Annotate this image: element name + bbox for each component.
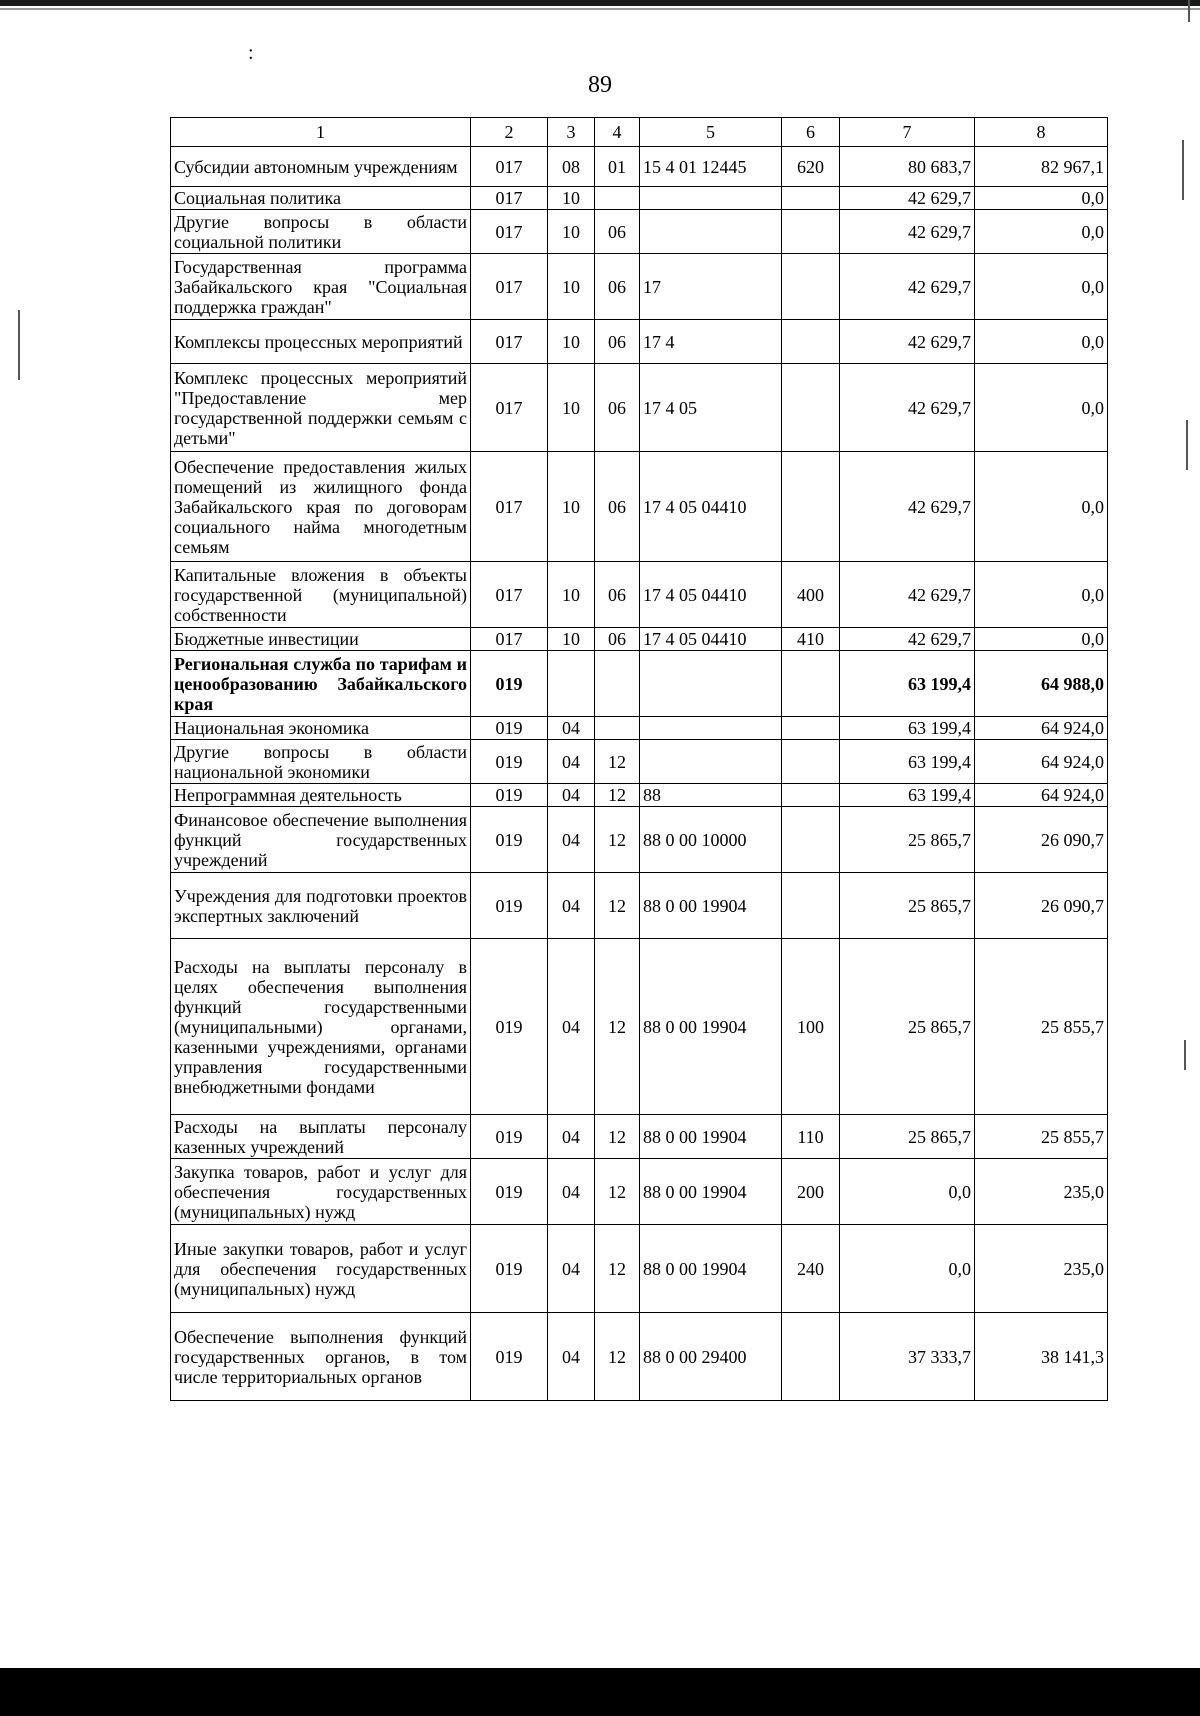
amount-year2-cell: 0,0: [975, 562, 1108, 628]
subsection-code-cell: 06: [595, 254, 640, 320]
subsection-code-cell: 06: [595, 364, 640, 452]
target-article-cell: 88 0 00 19904: [640, 939, 782, 1115]
target-article-cell: [640, 651, 782, 717]
section-code-cell: 04: [548, 1159, 595, 1225]
amount-year2-cell: 64 924,0: [975, 717, 1108, 740]
table-header-row: [171, 118, 1108, 147]
amount-year1-cell: 42 629,7: [840, 452, 975, 562]
subsection-code-cell: 12: [595, 1225, 640, 1313]
column-header: 8: [975, 118, 1108, 147]
subsection-code-cell: 06: [595, 452, 640, 562]
admin-code-cell: 019: [471, 1115, 548, 1159]
expense-type-cell: [782, 784, 840, 807]
admin-code-cell: 019: [471, 1225, 548, 1313]
admin-code-cell: 019: [471, 939, 548, 1115]
subsection-code-cell: [595, 717, 640, 740]
row-name-cell: Социальная политика: [171, 187, 471, 210]
expense-type-cell: [782, 873, 840, 939]
column-header: 6: [782, 118, 840, 147]
table-row: [171, 1159, 1108, 1225]
section-code-cell: 04: [548, 1313, 595, 1401]
target-article-cell: [640, 187, 782, 210]
column-header: 2: [471, 118, 548, 147]
section-code-cell: 10: [548, 187, 595, 210]
admin-code-cell: 019: [471, 740, 548, 784]
target-article-cell: 17 4 05 04410: [640, 628, 782, 651]
margin-mark: :: [248, 42, 254, 64]
table-row: [171, 1115, 1108, 1159]
section-code-cell: 04: [548, 740, 595, 784]
table-row: [171, 187, 1108, 210]
amount-year1-cell: 42 629,7: [840, 628, 975, 651]
table-row: [171, 562, 1108, 628]
target-article-cell: 17 4: [640, 320, 782, 364]
section-code-cell: 04: [548, 939, 595, 1115]
scan-edge-mark: [1188, 0, 1190, 22]
section-code-cell: 10: [548, 562, 595, 628]
amount-year2-cell: 25 855,7: [975, 1115, 1108, 1159]
section-code-cell: [548, 651, 595, 717]
amount-year2-cell: 0,0: [975, 254, 1108, 320]
admin-code-cell: 017: [471, 562, 548, 628]
amount-year2-cell: 26 090,7: [975, 873, 1108, 939]
amount-year1-cell: 42 629,7: [840, 254, 975, 320]
amount-year1-cell: 42 629,7: [840, 562, 975, 628]
admin-code-cell: 019: [471, 1159, 548, 1225]
amount-year1-cell: 63 199,4: [840, 717, 975, 740]
target-article-cell: 88 0 00 29400: [640, 1313, 782, 1401]
table-row: [171, 628, 1108, 651]
table-row: [171, 873, 1108, 939]
section-code-cell: 10: [548, 254, 595, 320]
target-article-cell: 15 4 01 12445: [640, 147, 782, 187]
admin-code-cell: 019: [471, 651, 548, 717]
row-name-cell: Обеспечение выполнения функций государственных органов, в том числе территориальных органов: [171, 1313, 471, 1401]
target-article-cell: 17 4 05: [640, 364, 782, 452]
amount-year2-cell: 26 090,7: [975, 807, 1108, 873]
row-name-cell: Другие вопросы в области национальной экономики: [171, 740, 471, 784]
section-code-cell: 10: [548, 210, 595, 254]
scan-edge-mark: [18, 310, 20, 380]
subsection-code-cell: 12: [595, 807, 640, 873]
subsection-code-cell: [595, 187, 640, 210]
subsection-code-cell: 06: [595, 320, 640, 364]
admin-code-cell: 017: [471, 452, 548, 562]
section-code-cell: 04: [548, 784, 595, 807]
target-article-cell: 88 0 00 19904: [640, 1115, 782, 1159]
section-code-cell: 04: [548, 1225, 595, 1313]
target-article-cell: 88 0 00 19904: [640, 1225, 782, 1313]
section-code-cell: 04: [548, 1115, 595, 1159]
table-row: [171, 364, 1108, 452]
amount-year2-cell: 82 967,1: [975, 147, 1108, 187]
scan-edge-mark: [1182, 140, 1184, 200]
amount-year1-cell: 63 199,4: [840, 651, 975, 717]
subsection-code-cell: 12: [595, 939, 640, 1115]
row-name-cell: Обеспечение предоставления жилых помещений из жилищного фонда Забайкальского края по договорам социального найма многодетным семьям: [171, 452, 471, 562]
amount-year2-cell: 235,0: [975, 1159, 1108, 1225]
expense-type-cell: [782, 807, 840, 873]
amount-year2-cell: 64 924,0: [975, 784, 1108, 807]
amount-year2-cell: 0,0: [975, 320, 1108, 364]
expense-type-cell: [782, 452, 840, 562]
expense-type-cell: [782, 254, 840, 320]
row-name-cell: Непрограммная деятельность: [171, 784, 471, 807]
admin-code-cell: 017: [471, 147, 548, 187]
target-article-cell: [640, 210, 782, 254]
admin-code-cell: 017: [471, 364, 548, 452]
subsection-code-cell: 12: [595, 1159, 640, 1225]
table-row: [171, 320, 1108, 364]
amount-year2-cell: 0,0: [975, 628, 1108, 651]
section-code-cell: 10: [548, 452, 595, 562]
row-name-cell: Расходы на выплаты персоналу в целях обеспечения выполнения функций государственными (муниципальными) органами, казенными учреждениями, органами управления государственными внебюджетными фондами: [171, 939, 471, 1115]
section-code-cell: 04: [548, 717, 595, 740]
row-name-cell: Учреждения для подготовки проектов экспертных заключений: [171, 873, 471, 939]
target-article-cell: 17 4 05 04410: [640, 452, 782, 562]
section-code-cell: 04: [548, 807, 595, 873]
row-name-cell: Иные закупки товаров, работ и услуг для обеспечения государственных (муниципальных) нужд: [171, 1225, 471, 1313]
amount-year2-cell: 64 988,0: [975, 651, 1108, 717]
expense-type-cell: 410: [782, 628, 840, 651]
row-name-cell: Закупка товаров, работ и услуг для обеспечения государственных (муниципальных) нужд: [171, 1159, 471, 1225]
column-header: 4: [595, 118, 640, 147]
admin-code-cell: 019: [471, 784, 548, 807]
admin-code-cell: 017: [471, 254, 548, 320]
subsection-code-cell: 12: [595, 873, 640, 939]
subsection-code-cell: 12: [595, 1115, 640, 1159]
subsection-code-cell: [595, 651, 640, 717]
amount-year1-cell: 42 629,7: [840, 210, 975, 254]
amount-year2-cell: 0,0: [975, 187, 1108, 210]
section-code-cell: 10: [548, 628, 595, 651]
row-name-cell: Финансовое обеспечение выполнения функций государственных учреждений: [171, 807, 471, 873]
expense-type-cell: 100: [782, 939, 840, 1115]
row-name-cell: Расходы на выплаты персоналу казенных учреждений: [171, 1115, 471, 1159]
expense-type-cell: [782, 651, 840, 717]
section-code-cell: 04: [548, 873, 595, 939]
table-row: [171, 717, 1108, 740]
table-row: [171, 210, 1108, 254]
row-name-cell: Государственная программа Забайкальского края "Социальная поддержка граждан": [171, 254, 471, 320]
amount-year1-cell: 25 865,7: [840, 807, 975, 873]
expense-type-cell: [782, 187, 840, 210]
admin-code-cell: 017: [471, 210, 548, 254]
subsection-code-cell: 12: [595, 1313, 640, 1401]
row-name-cell: Бюджетные инвестиции: [171, 628, 471, 651]
amount-year1-cell: 42 629,7: [840, 320, 975, 364]
admin-code-cell: 019: [471, 873, 548, 939]
subsection-code-cell: 06: [595, 628, 640, 651]
row-name-cell: Комплексы процессных мероприятий: [171, 320, 471, 364]
row-name-cell: Комплекс процессных мероприятий "Предоставление мер государственной поддержки семьям с детьми": [171, 364, 471, 452]
amount-year1-cell: 25 865,7: [840, 939, 975, 1115]
amount-year1-cell: 80 683,7: [840, 147, 975, 187]
admin-code-cell: 017: [471, 187, 548, 210]
target-article-cell: 17: [640, 254, 782, 320]
page-number: 89: [588, 72, 612, 98]
amount-year1-cell: 63 199,4: [840, 784, 975, 807]
scan-edge-mark: [1184, 1040, 1186, 1070]
expense-type-cell: [782, 1313, 840, 1401]
section-code-cell: 10: [548, 364, 595, 452]
target-article-cell: 88 0 00 19904: [640, 873, 782, 939]
row-name-cell: Другие вопросы в области социальной политики: [171, 210, 471, 254]
admin-code-cell: 019: [471, 1313, 548, 1401]
table-row: [171, 807, 1108, 873]
amount-year2-cell: 25 855,7: [975, 939, 1108, 1115]
row-name-cell: Капитальные вложения в объекты государственной (муниципальной) собственности: [171, 562, 471, 628]
target-article-cell: [640, 740, 782, 784]
amount-year2-cell: 64 924,0: [975, 740, 1108, 784]
section-code-cell: 10: [548, 320, 595, 364]
expense-type-cell: 200: [782, 1159, 840, 1225]
subsection-code-cell: 12: [595, 784, 640, 807]
admin-code-cell: 017: [471, 320, 548, 364]
expense-type-cell: 240: [782, 1225, 840, 1313]
admin-code-cell: 017: [471, 628, 548, 651]
target-article-cell: [640, 717, 782, 740]
table-row: [171, 651, 1108, 717]
amount-year1-cell: 63 199,4: [840, 740, 975, 784]
subsection-code-cell: 06: [595, 210, 640, 254]
expense-type-cell: [782, 717, 840, 740]
admin-code-cell: 019: [471, 717, 548, 740]
scan-edge-mark: [1186, 420, 1188, 470]
row-name-cell: Субсидии автономным учреждениям: [171, 147, 471, 187]
amount-year1-cell: 37 333,7: [840, 1313, 975, 1401]
expense-type-cell: 110: [782, 1115, 840, 1159]
amount-year1-cell: 0,0: [840, 1159, 975, 1225]
subsection-code-cell: 01: [595, 147, 640, 187]
expense-type-cell: 620: [782, 147, 840, 187]
column-header: 3: [548, 118, 595, 147]
subsection-code-cell: 12: [595, 740, 640, 784]
row-name-cell: Региональная служба по тарифам и ценообразованию Забайкальского края: [171, 651, 471, 717]
amount-year1-cell: 25 865,7: [840, 873, 975, 939]
scan-border-bottom: [0, 1668, 1200, 1716]
table-row: [171, 147, 1108, 187]
target-article-cell: 88 0 00 10000: [640, 807, 782, 873]
amount-year2-cell: 235,0: [975, 1225, 1108, 1313]
target-article-cell: 88: [640, 784, 782, 807]
subsection-code-cell: 06: [595, 562, 640, 628]
scan-border-top: [0, 0, 1200, 6]
column-header: 5: [640, 118, 782, 147]
row-name-cell: Национальная экономика: [171, 717, 471, 740]
table-row: [171, 1313, 1108, 1401]
expense-type-cell: [782, 364, 840, 452]
target-article-cell: 17 4 05 04410: [640, 562, 782, 628]
admin-code-cell: 019: [471, 807, 548, 873]
table-row: [171, 740, 1108, 784]
table-row: [171, 254, 1108, 320]
table-row: [171, 452, 1108, 562]
expense-type-cell: 400: [782, 562, 840, 628]
column-header: 1: [171, 118, 471, 147]
amount-year2-cell: 0,0: [975, 452, 1108, 562]
scan-border-top-line: [0, 8, 1200, 10]
amount-year1-cell: 42 629,7: [840, 187, 975, 210]
expense-type-cell: [782, 740, 840, 784]
section-code-cell: 08: [548, 147, 595, 187]
target-article-cell: 88 0 00 19904: [640, 1159, 782, 1225]
amount-year2-cell: 0,0: [975, 210, 1108, 254]
table-row: [171, 939, 1108, 1115]
column-header: 7: [840, 118, 975, 147]
expense-type-cell: [782, 210, 840, 254]
amount-year2-cell: 38 141,3: [975, 1313, 1108, 1401]
expense-type-cell: [782, 320, 840, 364]
amount-year2-cell: 0,0: [975, 364, 1108, 452]
amount-year1-cell: 0,0: [840, 1225, 975, 1313]
table-row: [171, 1225, 1108, 1313]
budget-table: [170, 117, 1108, 1401]
amount-year1-cell: 42 629,7: [840, 364, 975, 452]
amount-year1-cell: 25 865,7: [840, 1115, 975, 1159]
table-row: [171, 784, 1108, 807]
